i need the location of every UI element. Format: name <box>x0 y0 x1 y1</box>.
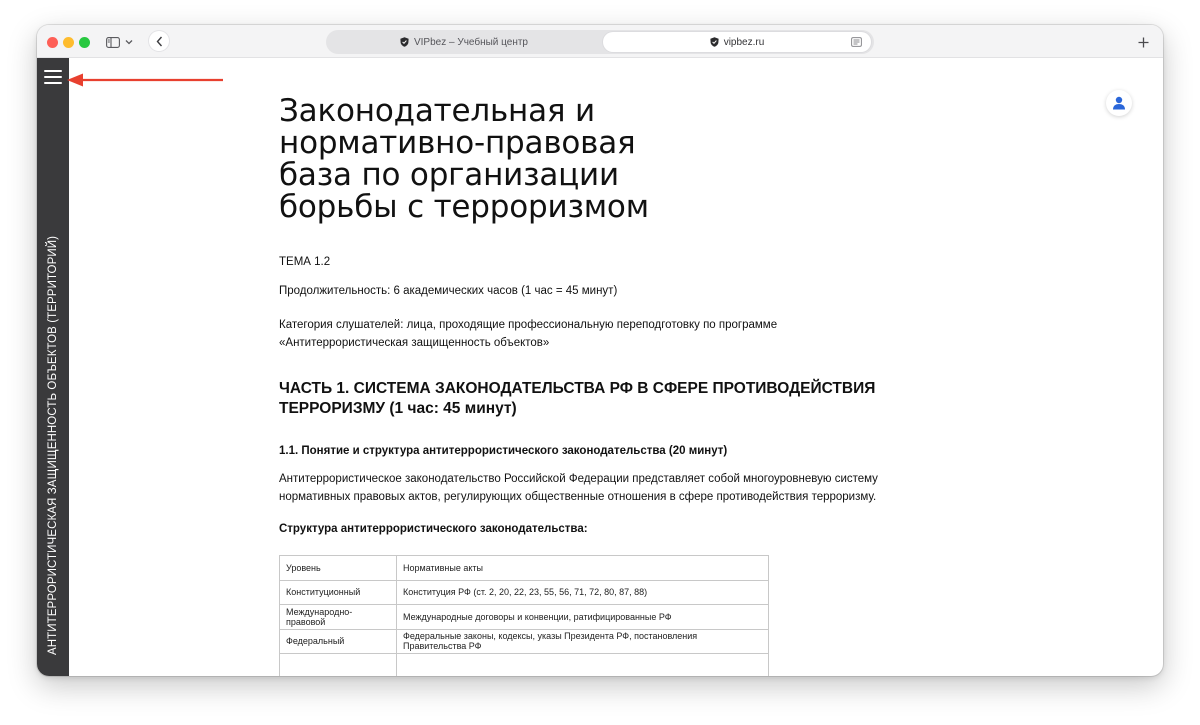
legislation-structure-table <box>279 555 769 676</box>
table-row <box>280 605 769 630</box>
tab-label: vipbez.ru <box>723 36 765 48</box>
table-row <box>280 654 769 677</box>
audience-category-text: Категория слушателей: лица, проходящие профессиональную переподготовку по программе «Антитеррористическая защищенность объектов» <box>279 319 778 349</box>
hamburger-menu-icon[interactable] <box>44 70 62 84</box>
sidebar-toggle-button[interactable] <box>102 33 140 51</box>
table-cell: Международно-правовой <box>280 605 397 630</box>
course-title-vertical: АНТИТЕРРОРИСТИЧЕСКАЯ ЗАЩИЩЕННОСТЬ ОБЪЕКТОВ (ТЕРРИТОРИЙ) <box>47 235 59 655</box>
duration-text: Продолжительность: 6 академических часов (1 час = 45 минут) <box>279 285 618 297</box>
user-avatar-button[interactable] <box>1106 90 1132 116</box>
table-cell <box>280 654 397 677</box>
structure-heading: Структура антитеррористического законодательства: <box>279 523 588 535</box>
part-heading: ЧАСТЬ 1. СИСТЕМА ЗАКОНОДАТЕЛЬСТВА РФ В СФЕРЕ ПРОТИВОДЕЙСТВИЯ ТЕРРОРИЗМУ (1 час: 45 минут) <box>279 380 876 417</box>
back-button[interactable] <box>149 31 169 51</box>
reader-mode-icon[interactable] <box>851 37 862 47</box>
tab-vipbez-training-center[interactable] <box>328 32 600 52</box>
table-header-row <box>280 556 769 581</box>
table-cell: Федеральные законы, кодексы, указы Президента РФ, постановления Правительства РФ <box>397 629 769 654</box>
table-row <box>280 629 769 654</box>
table-row <box>280 580 769 605</box>
tab-bar <box>326 30 874 54</box>
annotation-arrow <box>67 72 227 88</box>
table-cell: Конституционный <box>280 580 397 605</box>
table-header-cell: Уровень <box>280 556 397 581</box>
intro-paragraph: Антитеррористическое законодательство Российской Федерации представляет собой многоуровневую систему нормативных правовых актов, регулирующих общественные отношения в сфере противодействия терроризму. <box>279 473 878 503</box>
minimize-window-button[interactable] <box>63 37 74 48</box>
browser-window <box>37 25 1163 676</box>
chevron-down-icon <box>125 39 133 45</box>
close-window-button[interactable] <box>47 37 58 48</box>
article-content <box>279 95 899 676</box>
shield-icon <box>400 37 409 47</box>
chevron-left-icon <box>156 36 163 47</box>
tab-vipbez-ru[interactable] <box>603 32 871 52</box>
table-cell: Международные договоры и конвенции, ратифицированные РФ <box>397 605 769 630</box>
section-heading: 1.1. Понятие и структура антитеррористического законодательства (20 минут) <box>279 445 728 457</box>
user-icon <box>1112 96 1126 110</box>
new-tab-button[interactable] <box>1133 32 1153 52</box>
page-title: Законодательная и нормативно-правовая база по организации борьбы с терроризмом <box>279 93 649 225</box>
shield-icon <box>710 37 719 47</box>
table-cell: Федеральный <box>280 629 397 654</box>
sidebar-icon <box>106 37 120 48</box>
table-header-cell: Нормативные акты <box>397 556 769 581</box>
browser-toolbar <box>37 25 1163 58</box>
zoom-window-button[interactable] <box>79 37 90 48</box>
side-rail <box>37 58 69 676</box>
table-cell <box>397 654 769 677</box>
topic-label: ТЕМА 1.2 <box>279 256 331 268</box>
plus-icon <box>1138 37 1149 48</box>
tab-label: VIPbez – Учебный центр <box>413 36 528 48</box>
table-cell: Конституция РФ (ст. 2, 20, 22, 23, 55, 56, 71, 72, 80, 87, 88) <box>397 580 769 605</box>
